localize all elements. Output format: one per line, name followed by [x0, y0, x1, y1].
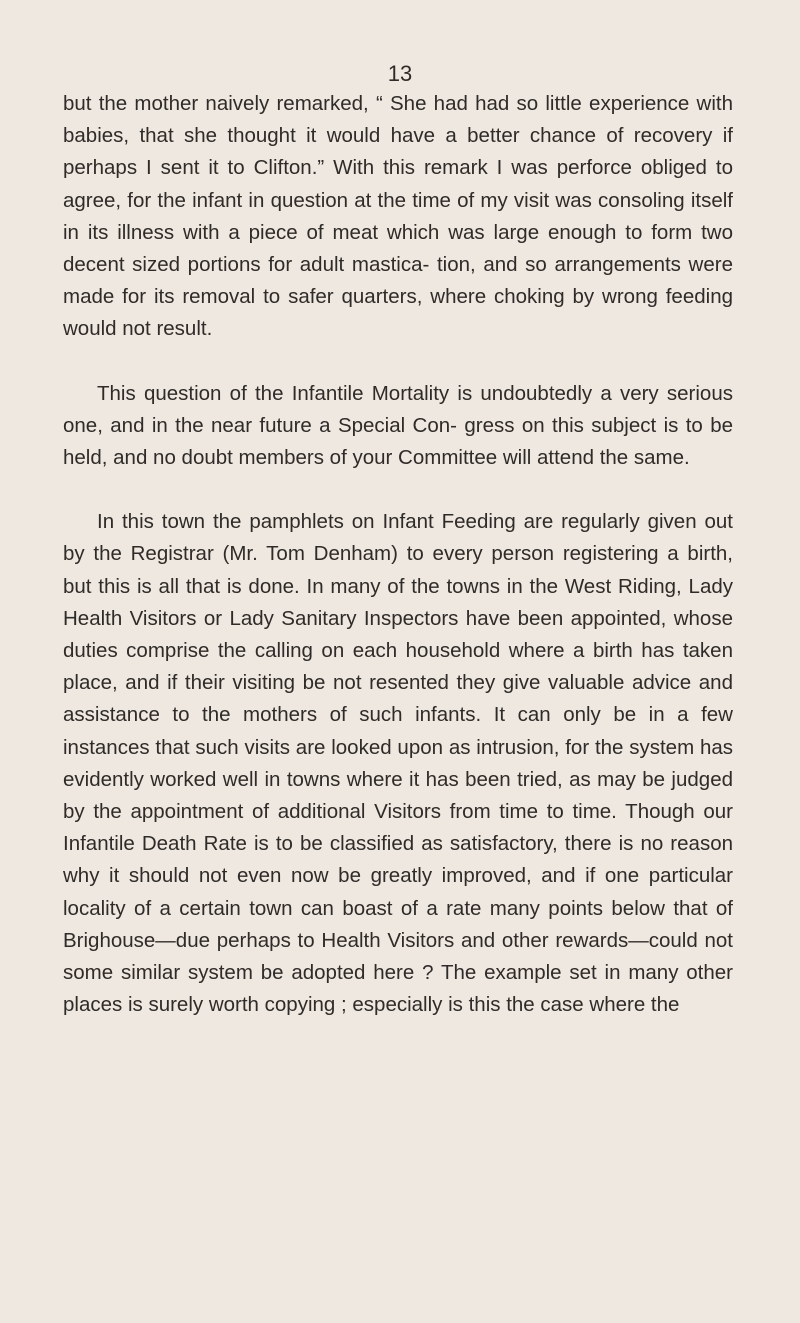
- page-number: 13: [387, 61, 413, 86]
- paragraph-infantile-mortality: This question of the Infantile Mortality is undoubtedly a very serious one, and in the near future a Special Con- gress on this subject is to be held, and no doubt members of your Committee will attend the same.: [63, 381, 733, 470]
- paragraph-continuation: but the mother naively remarked, “ She had had so little experience with babies, that she thought it would have a better chance of recovery if perhaps I sent it to Clifton.” With this remark I was perforce obliged to agree, for the infant in question at the time of my visit was consoling itself in its illness with a piece of meat which was large enough to form two decent sized portions for adult mastica- tion, and so arrangements were made for its removal to safer quarters, where choking by wrong feeding would not result.: [63, 92, 733, 341]
- paragraph-infant-feeding: In this town the pamphlets on Infant Feeding are regularly given out by the Registrar (Mr. Tom Denham) to every person registering a birth, but this is all that is done. In many of the towns in the West Riding, Lady Health Visitors or Lady Sanitary Inspectors have been appointed, whose duties comprise the calling on each household where a birth has taken place, and if their visiting be not resented they give valuable advice and assistance to the mothers of such infants. It can only be in a few instances that such visits are looked upon as intrusion, for the system has evidently worked well in towns where it has been tried, as may be judged by the appointment of additional Visitors from time to time. Though our Infantile Death Rate is to be classified as satisfactory, there is no reason why it should not even now be greatly improved, and if one particular locality of a certain town can boast of a rate many points below that of Brighouse—due perhaps to Health Visitors and other rewards—could not some similar system be adopted here ? The example set in many other places is surely worth copying ; especially is this the case where the: [63, 510, 733, 1017]
- body-text: [63, 88, 733, 1021]
